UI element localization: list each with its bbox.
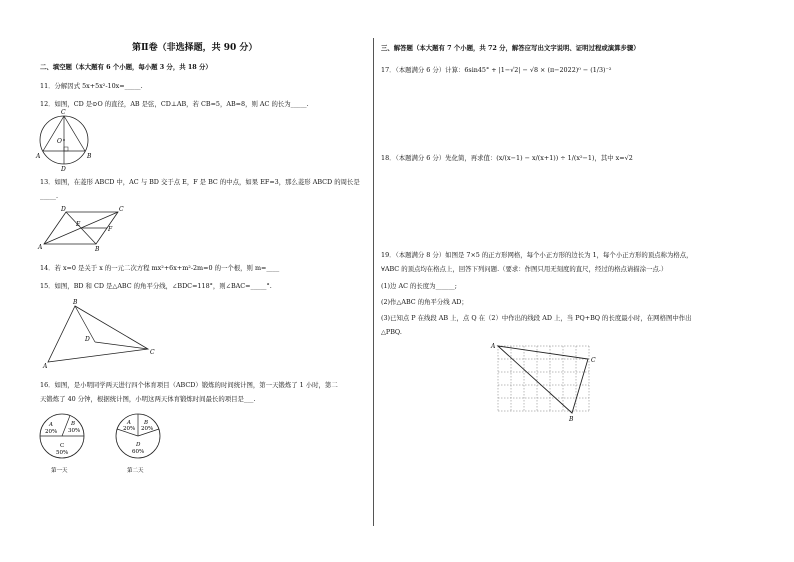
question-19-part2: (2)作△ABC 的角平分线 AD； bbox=[381, 298, 468, 306]
q13-label-e: E bbox=[76, 221, 81, 228]
question-15: 15．如图，BD 和 CD 是△ABC 的角平分线，∠BDC=118°，则∠BAC=_____°. bbox=[40, 282, 272, 290]
q12-label-d: D bbox=[61, 166, 66, 173]
q15-label-a: A bbox=[43, 363, 48, 370]
q15-label-c: C bbox=[150, 349, 155, 356]
pie1-pct-a: 20% bbox=[45, 429, 58, 435]
question-19-part1: (1)边 AC 的长度为______; bbox=[381, 282, 457, 290]
pie1-label-c: C bbox=[60, 443, 65, 449]
q13-label-a: A bbox=[38, 244, 43, 251]
q13-label-c: C bbox=[119, 206, 124, 213]
question-16-line2: 天锻炼了 40 分钟，根据统计图，小明这两天体育锻炼时间最长的项目是___. bbox=[40, 395, 256, 403]
section2-header: 二、填空题（本大题有 6 个小题，每小题 3 分，共 18 分） bbox=[40, 63, 212, 71]
pie1-label-a: A bbox=[49, 422, 53, 428]
q13-label-b: B bbox=[95, 246, 100, 253]
question-19-part3-line2: △PBQ. bbox=[381, 328, 402, 336]
question-13-blank: _____. bbox=[40, 192, 59, 200]
question-14: 14．若 x=0 是关于 x 的一元二次方程 mx²+6x+m²-2m=0 的一个根，则 m=____ bbox=[40, 264, 280, 272]
pie2-pct-a: 20% bbox=[123, 426, 136, 432]
pie1-pct-c: 50% bbox=[56, 450, 69, 456]
grid-label-c: C bbox=[591, 357, 596, 364]
pie2-label-a: A bbox=[127, 420, 131, 426]
grid-label-a: A bbox=[491, 343, 496, 350]
section3-header: 三、解答题（本大题有 7 个小题，共 72 分，解答应写出文字说明、证明过程或演算步骤） bbox=[381, 44, 640, 52]
q13-label-d: D bbox=[61, 206, 66, 213]
pie2-pct-b: 20% bbox=[141, 426, 154, 432]
pie-chart-day1 bbox=[38, 412, 88, 474]
question-19-part3: (3)已知点 P 在线段 AB 上，点 Q 在（2）中作出的线段 AD 上，当 PQ+BQ 的长度最小时，在网格图中作出 bbox=[381, 314, 692, 322]
q12-label-a: A bbox=[36, 153, 41, 160]
q15-label-d: D bbox=[85, 336, 90, 343]
q12-label-c: C bbox=[61, 109, 66, 116]
question-12: 12．如图，CD 是⊙O 的直径，AB 是弦，CD⊥AB，若 CB=5，AB=8，则 AC 的长为_____. bbox=[40, 100, 309, 108]
q19-grid-figure bbox=[490, 340, 600, 425]
q15-triangle-figure bbox=[40, 298, 160, 368]
pie1-label-b: B bbox=[71, 421, 76, 427]
grid-label-b: B bbox=[569, 416, 574, 423]
pie-chart-day2 bbox=[114, 412, 164, 474]
question-16: 16．如图，是小明同学两天进行四个体育项目（ABCD）锻炼的时间统计图，第一天锻炼了 1 小时，第二 bbox=[40, 381, 338, 389]
question-19-line2: ∀ABC 的顶点均在格点上，回答下列问题.（要求：作图只用无刻度的直尺，经过的格点请描涂一点.） bbox=[381, 265, 668, 273]
question-11: 11．分解因式 5x+5x²-10x=_____. bbox=[40, 82, 143, 90]
q13-label-f: F bbox=[108, 226, 113, 233]
column-divider bbox=[373, 38, 374, 526]
q12-label-b: B bbox=[87, 153, 92, 160]
q12-label-o: O bbox=[57, 138, 62, 145]
part2-title: 第Ⅱ卷（非选择题，共 90 分） bbox=[132, 43, 258, 53]
question-18: 18．（本题满分 6 分）先化简，再求值：(x/(x−1) − x/(x+1)) ÷ 1/(x²−1)，其中 x=√2 bbox=[381, 154, 633, 162]
pie1-caption: 第一天 bbox=[51, 468, 68, 474]
q13-rhombus-figure bbox=[38, 206, 128, 251]
pie2-pct-d: 60% bbox=[132, 449, 145, 455]
q15-label-b: B bbox=[73, 299, 78, 306]
pie2-label-b: B bbox=[144, 420, 149, 426]
q12-circle-figure bbox=[36, 108, 96, 173]
question-19: 19．（本题满分 8 分）如图是 7×5 的正方形网格，每个小正方形的边长为 1，每个小正方形的顶点称为格点， bbox=[381, 251, 693, 259]
pie2-caption: 第二天 bbox=[127, 468, 144, 474]
pie1-pct-b: 30% bbox=[68, 428, 81, 434]
pie2-label-d: D bbox=[136, 442, 141, 448]
question-17: 17．（本题满分 6 分）计算：6sin45° + |1−√2| − √8 × (π−2022)⁰ − (1/3)⁻² bbox=[381, 66, 612, 74]
question-13: 13．如图，在菱形 ABCD 中，AC 与 BD 交于点 E，F 是 BC 的中点，如果 EF=3，那么菱形 ABCD 的周长是 bbox=[40, 178, 360, 186]
